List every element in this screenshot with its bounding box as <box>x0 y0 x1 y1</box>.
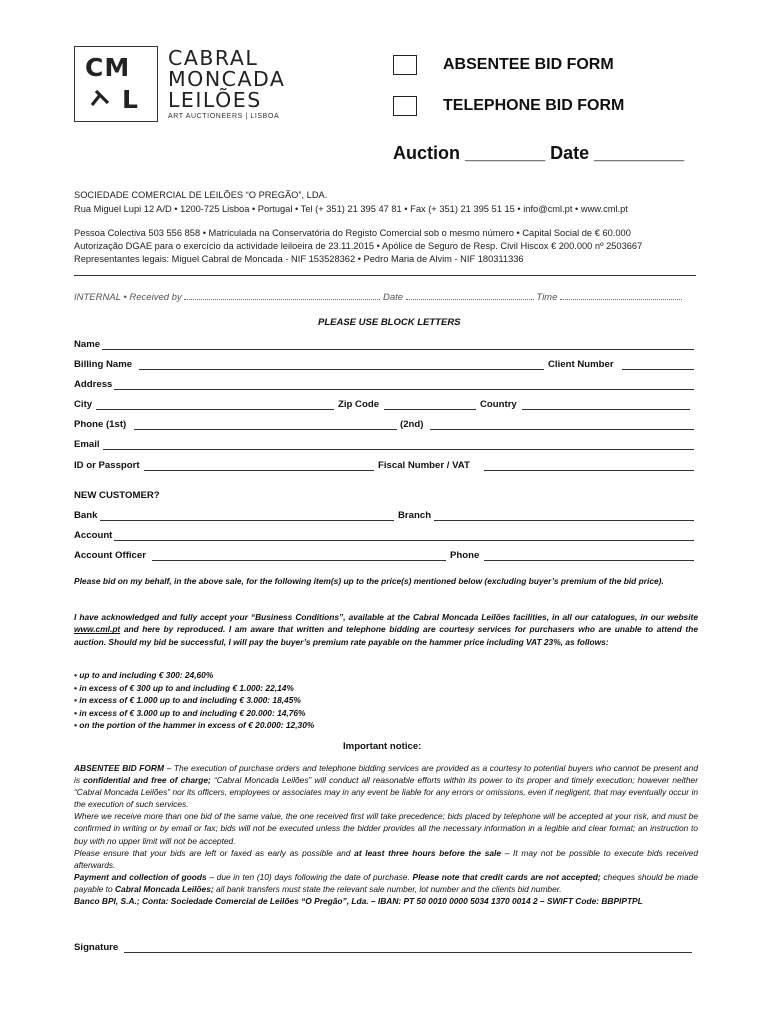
email-field[interactable] <box>103 449 694 450</box>
notice-text: – It may not be possible to execute bids received afterwards. <box>74 847 699 870</box>
signature-label: Signature <box>74 942 119 953</box>
branch-label: Branch <box>398 510 432 521</box>
account-field[interactable] <box>114 540 694 541</box>
branch-field[interactable] <box>434 520 694 521</box>
name-field[interactable] <box>102 349 694 350</box>
zip-field[interactable] <box>384 409 476 410</box>
notice-absentee-label: ABSENTEE BID FORM <box>74 763 164 773</box>
internal-date-line[interactable] <box>406 291 534 300</box>
country-field[interactable] <box>522 409 690 410</box>
zip-label: Zip Code <box>338 399 380 410</box>
notice-emphasis: Payment and collection of goods <box>74 871 207 882</box>
absentee-checkbox[interactable] <box>393 55 417 75</box>
account-label: Account <box>74 530 113 541</box>
fiscal-label: Fiscal Number / VAT <box>378 460 470 471</box>
name-label: Name <box>74 339 101 350</box>
logo-mark <box>74 46 158 122</box>
notice-text: cheques should be made payable to <box>74 871 699 894</box>
bank-details: Banco BPI, S.A.; Conta: Sociedade Comercial de Leilões “O Pregão”, Lda. – IBAN: PT 50 0010 0000 5034 1370 0014 2 – SWIFT Code: BBPIPTPL <box>74 896 643 907</box>
notice-paragraph-4 <box>74 871 698 895</box>
internal-row <box>74 291 698 303</box>
ack-part-2: and here by reproduced. I am aware that written and telephone bidding are courtesy services for purchasers who are unable to attend the auction. Should my bid be successful, I will pay the buyer’s premium rate payable on the hammer price including VAT 23%, as follows: <box>74 624 698 647</box>
premium-item: • on the portion of the hammer in excess of € 20.000: 12,30% <box>74 720 315 730</box>
notice-emphasis: confidential and free of charge; <box>83 775 211 786</box>
internal-date-label: Date <box>382 292 404 303</box>
internal-time-label: Time <box>536 292 558 303</box>
phone1-label: Phone (1st) <box>74 419 127 430</box>
account-officer-label: Account Officer <box>74 550 146 561</box>
notice-text: – due in ten (10) days following the date of purchase. <box>206 871 413 882</box>
email-label: Email <box>74 439 100 450</box>
fiscal-field[interactable] <box>484 470 694 471</box>
notice-emphasis: Please note that credit cards are not accepted; <box>412 871 601 882</box>
company-legal-3: Representantes legais: Miguel Cabral de Moncada - NIF 153528362 • Pedro Maria de Alvim - NIF 180311336 <box>74 254 524 264</box>
block-letters-note: PLEASE USE BLOCK LETTERS <box>318 317 461 328</box>
company-legal-2: Autorização DGAE para o exercício da actividade leiloeira de 23.11.2015 • Apólice de Seguro de Resp. Civil Hiscox € 200.000 nº 2503667 <box>74 241 643 251</box>
account-officer-field[interactable] <box>152 560 446 561</box>
company-legal-1: Pessoa Colectiva 503 556 858 • Matriculada na Conservatória do Registo Comercial sob o mesmo número • Capital Social de € 60.000 <box>74 228 631 238</box>
notice-text: “Cabral Moncada Leilões” will conduct all reasonable efforts within its power to its proper and timely execution; however neither “Cabral Moncada Leilões” nor its officers, employees or associates may in any event be liable for any errors or omissions, even if negligent, that may eventually occur in the execution of such services. <box>74 775 698 810</box>
city-field[interactable] <box>96 409 334 410</box>
country-label: Country <box>480 399 517 410</box>
bank-label: Bank <box>74 510 98 521</box>
company-address: Rua Miguel Lupi 12 A/D • 1200-725 Lisboa • Portugal • Tel (+ 351) 21 395 47 81 • Fax (+ 351) 21 395 51 15 • info@cml.pt • www.cml.pt <box>74 204 628 214</box>
premium-list <box>74 669 314 732</box>
divider <box>74 275 696 276</box>
officer-phone-label: Phone <box>450 550 480 561</box>
signature-field[interactable] <box>124 952 692 953</box>
notice-body <box>74 762 698 907</box>
address-label: Address <box>74 379 113 390</box>
absentee-label: ABSENTEE BID FORM <box>443 56 614 73</box>
logo-cm: CM <box>85 53 131 82</box>
new-customer-label: NEW CUSTOMER? <box>74 490 160 501</box>
notice-paragraph-2: Where we receive more than one bid of the same value, the one received first will take precedence; bids placed by telephone will be accepted at your risk, and must be confirmed in writing or by email or fax; bids will not be executed unless the bidder provides all the necessary information in a legible and clear format; an instruction to buy with no upper limit will not be accepted. <box>74 811 698 846</box>
premium-item: • in excess of € 300 up to and including € 1.000: 22,14% <box>74 682 294 693</box>
logo-subtitle: ART AUCTIONEERS | LISBOA <box>168 113 280 120</box>
phone2-label: (2nd) <box>400 419 424 430</box>
auction-date-line: Auction ________ Date _________ <box>393 143 685 163</box>
acknowledgement-text <box>74 611 698 648</box>
premium-item: • up to and including € 300: 24,60% <box>74 670 214 680</box>
billing-name-field[interactable] <box>139 369 544 370</box>
notice-title: Important notice: <box>343 741 422 752</box>
internal-time-line[interactable] <box>560 291 682 300</box>
premium-item: • in excess of € 3.000 up to and including € 20.000: 14,76% <box>74 707 306 718</box>
id-label: ID or Passport <box>74 460 140 471</box>
address-field[interactable] <box>114 389 694 390</box>
company-name: SOCIEDADE COMERCIAL DE LEILÕES “O PREGÃO”, LDA. <box>74 190 328 200</box>
internal-received-label: INTERNAL • Received by <box>74 292 182 303</box>
notice-paragraph-3 <box>74 847 698 871</box>
notice-emphasis: at least three hours before the sale <box>354 847 502 858</box>
bid-request-text: Please bid on my behalf, in the above sale, for the following item(s) up to the price(s) mentioned below (excluding buyer’s premium of the bid price). <box>74 576 664 586</box>
notice-emphasis: Cabral Moncada Leilões; <box>114 883 214 894</box>
city-label: City <box>74 399 93 410</box>
bank-field[interactable] <box>100 520 394 521</box>
logo-l: L <box>122 85 139 114</box>
client-number-label: Client Number <box>548 359 614 370</box>
notice-text: Please ensure that your bids are left or faxed as early as possible and <box>74 847 355 858</box>
logo-line-2: MONCADA <box>168 67 286 91</box>
notice-text: – The execution of purchase orders and telephone bidding services are provided as a courtesy to potential buyers who cannot be present and is <box>74 763 698 786</box>
notice-paragraph-1 <box>74 762 698 810</box>
logo-line-1: CABRAL <box>168 46 259 70</box>
premium-item: • in excess of € 1.000 up to and including € 3.000: 18,45% <box>74 695 301 705</box>
phone2-field[interactable] <box>430 429 694 430</box>
website-link[interactable]: www.cml.pt <box>74 624 121 635</box>
phone1-field[interactable] <box>134 429 397 430</box>
client-number-field[interactable] <box>622 369 694 370</box>
id-field[interactable] <box>144 470 374 471</box>
billing-name-label: Billing Name <box>74 359 133 370</box>
telephone-checkbox[interactable] <box>393 96 417 116</box>
telephone-label: TELEPHONE BID FORM <box>443 97 625 114</box>
ack-part-1: I have acknowledged and fully accept your “Business Conditions”, available at the Cabral Moncada Leilões facilities, in all our catalogues, in our website <box>74 612 698 622</box>
notice-text: all bank transfers must state the relevant sale number, lot number and the clients bid number. <box>213 883 562 894</box>
received-by-line[interactable] <box>184 291 380 300</box>
logo-line-3: LEILÕES <box>168 88 262 112</box>
officer-phone-field[interactable] <box>484 560 694 561</box>
gavel-icon <box>89 89 111 111</box>
